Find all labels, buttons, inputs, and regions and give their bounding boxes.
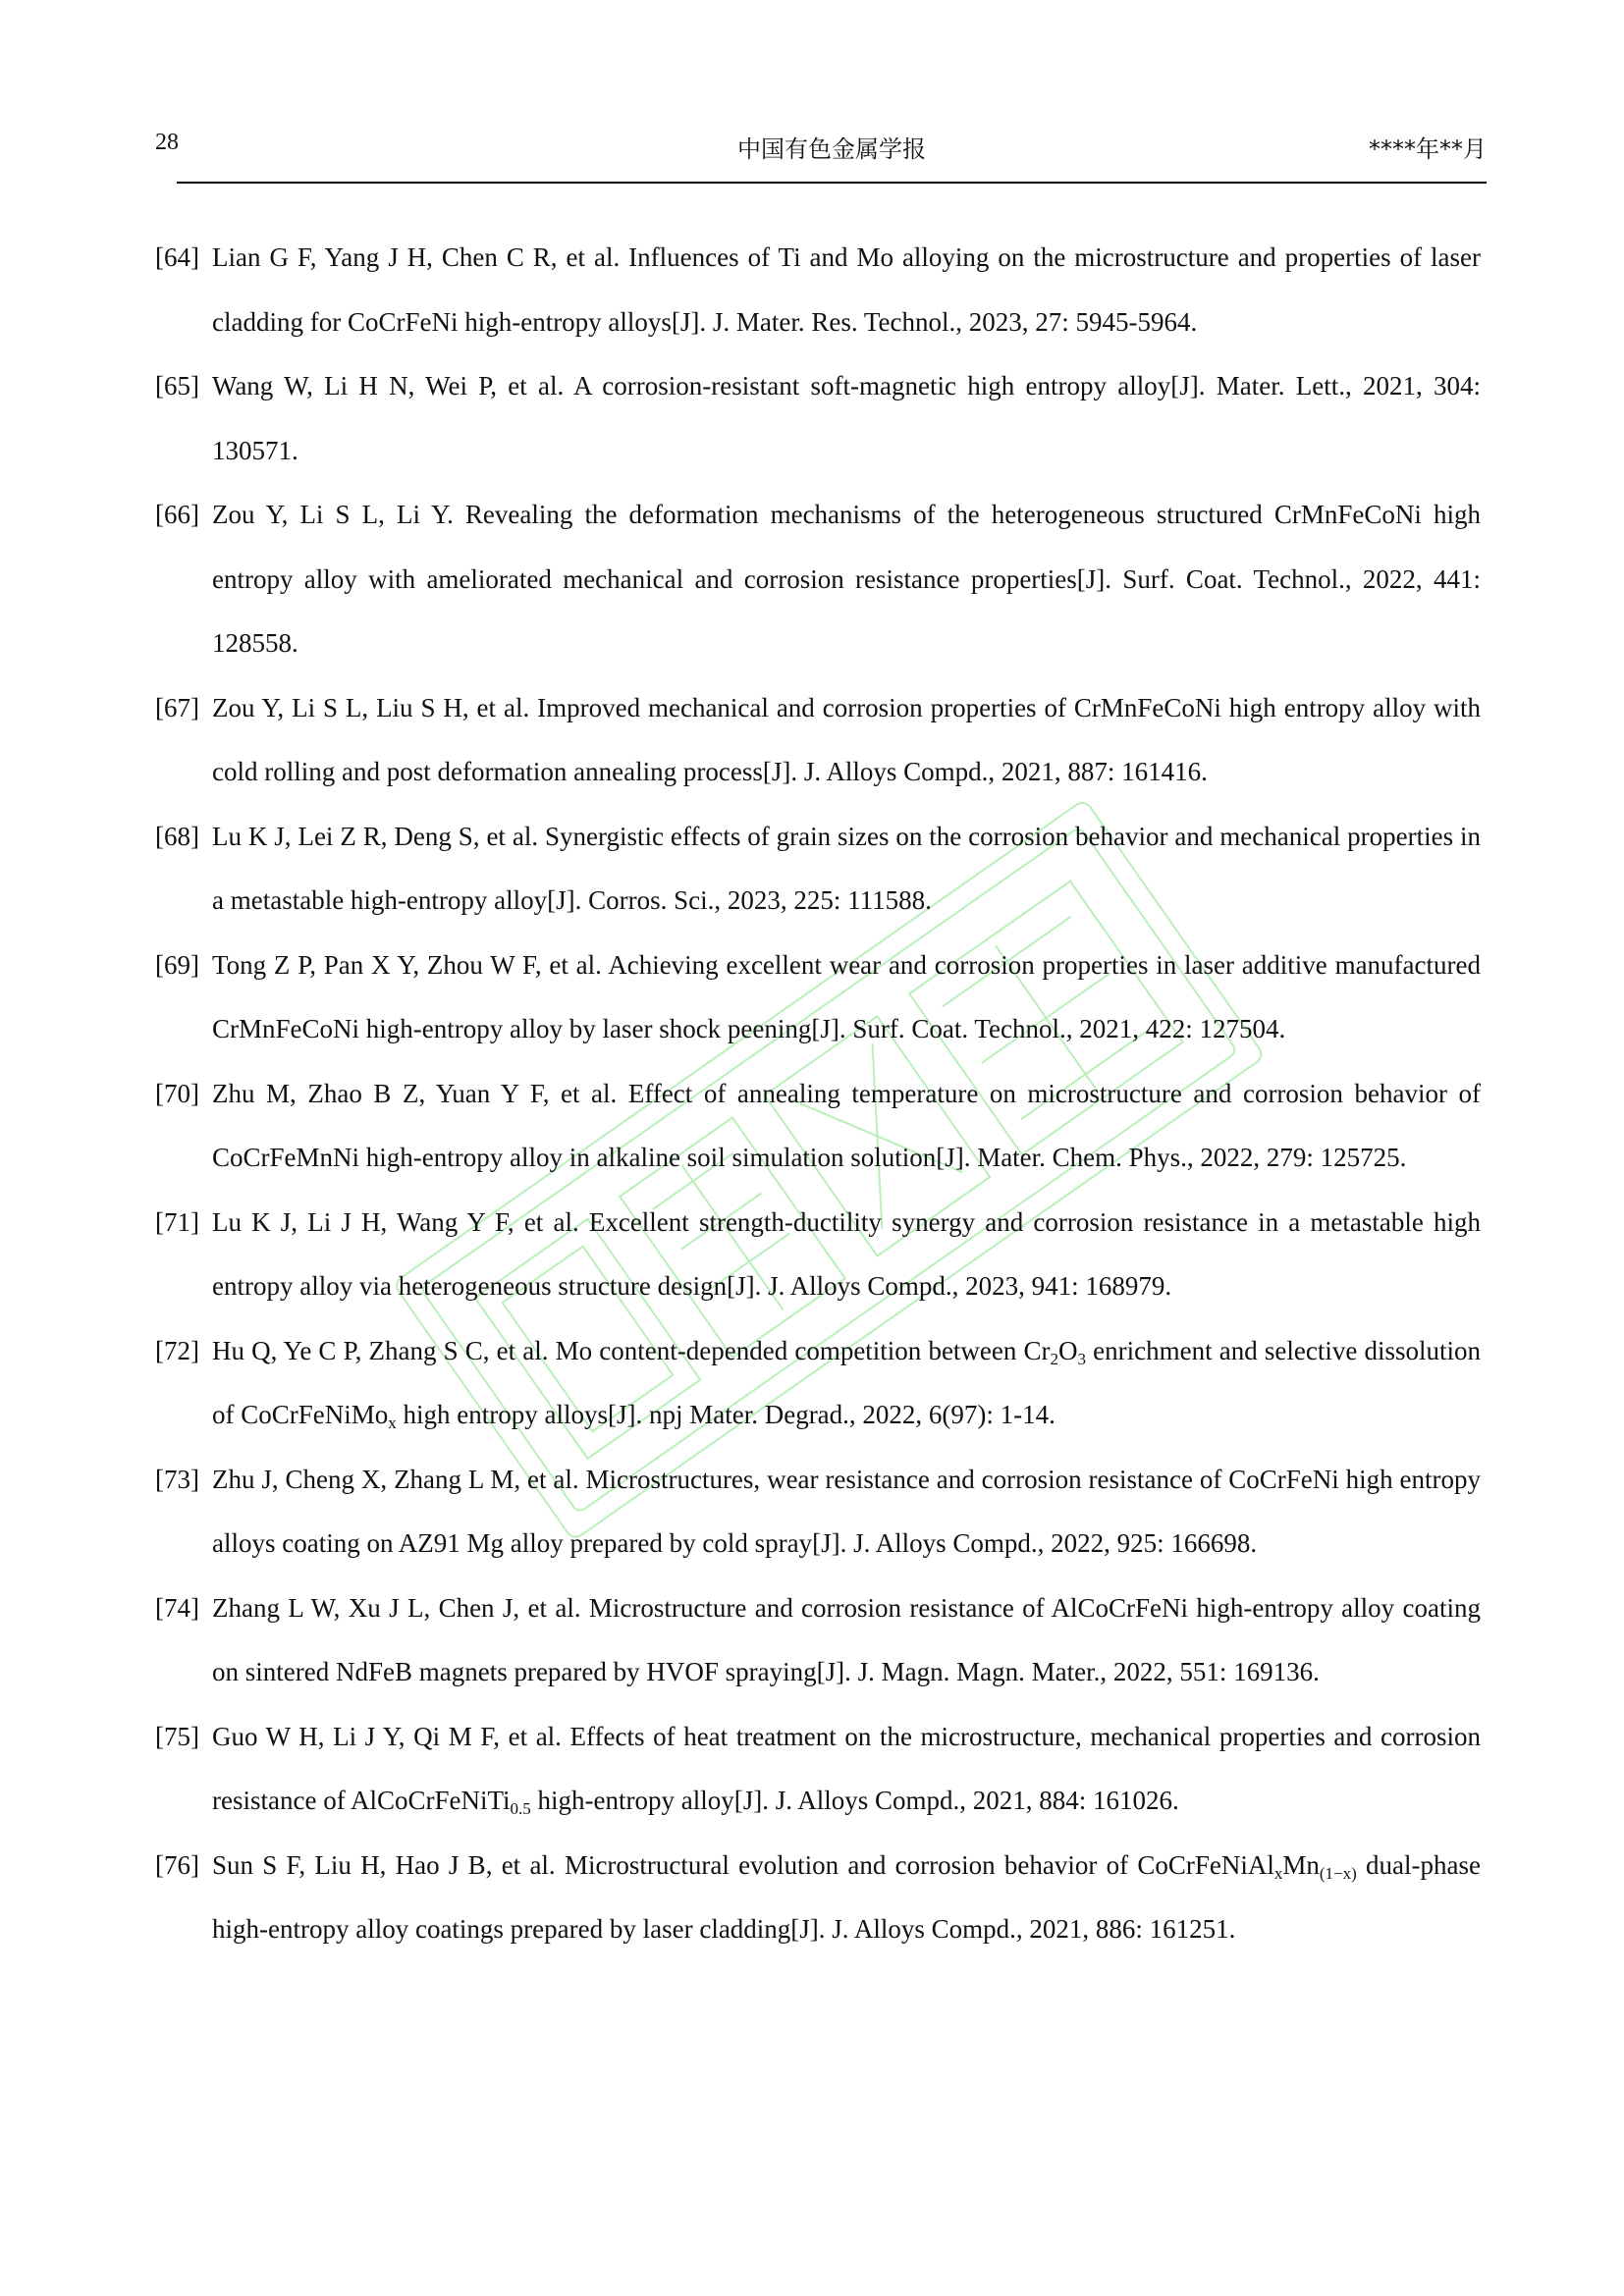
header-rule: [177, 182, 1487, 184]
reference-text-run: Sun S F, Liu H, Hao J B, et al. Microstructural evolution and corrosion behavior of CoCrFeNiAl: [212, 1849, 1274, 1880]
reference-item: [155, 1834, 1481, 1962]
reference-number: [65]: [155, 371, 199, 400]
reference-item: [155, 805, 1481, 934]
issue-date: ****年**月: [1369, 135, 1487, 163]
reference-text-run: Wang W, Li H N, Wei P, et al. A corrosion-resistant soft-magnetic high entropy alloy[J]. Mater. Lett., 2021, 304: 130571.: [212, 371, 1481, 465]
reference-text-run: Tong Z P, Pan X Y, Zhou W F, et al. Achieving excellent wear and corrosion properties in laser additive manufactured CrMnFeCoNi high-entropy alloy by laser shock peening[J]. Surf. Coat. Technol., 2021, 422: 127504.: [212, 949, 1481, 1043]
reference-item: [155, 1448, 1481, 1576]
subscript: (1−x): [1319, 1863, 1357, 1883]
reference-text: [212, 1834, 1481, 1962]
subscript: x: [388, 1414, 397, 1432]
reference-item: [155, 1705, 1481, 1834]
reference-item: [155, 1319, 1481, 1448]
reference-text: [212, 1062, 1481, 1191]
reference-list: [155, 226, 1481, 1962]
reference-text-run: dual-phase high-entropy alloy coatings prepared by laser cladding[J]. J. Alloys Compd., 2021, 886: 161251.: [212, 1849, 1482, 1944]
reference-number: [73]: [155, 1464, 199, 1494]
reference-text-run: Zou Y, Li S L, Li Y. Revealing the deformation mechanisms of the heterogeneous structured CrMnFeCoNi high entropy alloy with ameliorated mechanical and corrosion resistance properties[J]. Surf. Coat. Technol., 2022, 441: 128558.: [212, 500, 1481, 658]
subscript: x: [1273, 1863, 1283, 1883]
reference-text-run: Zhu M, Zhao B Z, Yuan Y F, et al. Effect of annealing temperature on microstructure and corrosion behavior of CoCrFeMnNi high-entropy alloy in alkaline soil simulation solution[J]. Mater. Chem. Phys., 2022, 279: 125725.: [212, 1078, 1481, 1172]
reference-text-run: O: [1058, 1335, 1078, 1365]
page-number: 28: [155, 130, 179, 155]
reference-text: [212, 934, 1481, 1062]
reference-text-run: Lu K J, Lei Z R, Deng S, et al. Synergistic effects of grain sizes on the corrosion behavior and mechanical properties in a metastable high-entropy alloy[J]. Corros. Sci., 2023, 225: 111588.: [212, 821, 1481, 915]
reference-number: [67]: [155, 692, 199, 722]
reference-number: [75]: [155, 1721, 199, 1751]
reference-number: [76]: [155, 1849, 199, 1880]
reference-number: [68]: [155, 821, 199, 851]
reference-item: [155, 934, 1481, 1062]
reference-text: [212, 1448, 1481, 1576]
subscript: 3: [1077, 1349, 1087, 1368]
reference-text-run: Zou Y, Li S L, Liu S H, et al. Improved mechanical and corrosion properties of CrMnFeCoNi high entropy alloy with cold rolling and post deformation annealing process[J]. J. Alloys Compd., 2021, 887: 161416.: [212, 692, 1481, 786]
reference-text: [212, 483, 1481, 676]
subscript: 2: [1050, 1349, 1059, 1368]
reference-text: [212, 805, 1481, 934]
reference-text-run: Lian G F, Yang J H, Chen C R, et al. Influences of Ti and Mo alloying on the microstructure and properties of laser cladding for CoCrFeNi high-entropy alloys[J]. J. Mater. Res. Technol., 2023, 27: 5945-5964.: [212, 242, 1481, 337]
page-header: [155, 130, 1487, 169]
reference-text-run: Zhu J, Cheng X, Zhang L M, et al. Microstructures, wear resistance and corrosion resistance of CoCrFeNi high entropy alloys coating on AZ91 Mg alloy prepared by cold spray[J]. J. Alloys Compd., 2022, 925: 166698.: [212, 1464, 1481, 1558]
reference-text-run: enrichment and selective dissolution of CoCrFeNiMo: [212, 1335, 1481, 1429]
reference-number: [71]: [155, 1206, 199, 1237]
reference-item: [155, 1576, 1481, 1705]
reference-text-run: Hu Q, Ye C P, Zhang S C, et al. Mo content-depended competition between Cr: [212, 1335, 1051, 1365]
reference-text-run: high-entropy alloy[J]. J. Alloys Compd., 2021, 884: 161026.: [530, 1786, 1179, 1815]
reference-text-run: Mn: [1282, 1849, 1320, 1880]
reference-item: [155, 1191, 1481, 1319]
reference-item: [155, 483, 1481, 676]
reference-item: [155, 676, 1481, 805]
reference-text: [212, 1319, 1481, 1448]
reference-text: [212, 1576, 1481, 1705]
reference-text-run: Lu K J, Li J H, Wang Y F, et al. Excellent strength-ductility synergy and corrosion resistance in a metastable high entropy alloy via heterogeneous structure design[J]. J. Alloys Compd., 2023, 941: 168979.: [212, 1206, 1481, 1301]
reference-number: [69]: [155, 949, 199, 980]
reference-item: [155, 354, 1481, 483]
reference-item: [155, 1062, 1481, 1191]
reference-number: [74]: [155, 1592, 199, 1623]
reference-number: [70]: [155, 1078, 199, 1108]
reference-text-run: Zhang L W, Xu J L, Chen J, et al. Microstructure and corrosion resistance of AlCoCrFeNi high-entropy alloy coating on sintered NdFeB magnets prepared by HVOF spraying[J]. J. Magn. Magn. Mater., 2022, 551: 169136.: [212, 1592, 1481, 1686]
reference-text: [212, 226, 1481, 354]
reference-number: [64]: [155, 242, 199, 272]
reference-text: [212, 1705, 1481, 1834]
reference-number: [66]: [155, 500, 199, 529]
subscript: 0.5: [510, 1799, 531, 1818]
reference-item: [155, 226, 1481, 354]
reference-text: [212, 354, 1481, 483]
reference-text: [212, 1191, 1481, 1319]
reference-text: [212, 676, 1481, 805]
reference-text-run: Guo W H, Li J Y, Qi M F, et al. Effects of heat treatment on the microstructure, mechanical properties and corrosion resistance of AlCoCrFeNiTi: [212, 1721, 1481, 1815]
journal-title: 中国有色金属学报: [737, 135, 926, 163]
reference-text-run: high entropy alloys[J]. npj Mater. Degrad., 2022, 6(97): 1-14.: [396, 1400, 1056, 1429]
reference-number: [72]: [155, 1335, 199, 1365]
